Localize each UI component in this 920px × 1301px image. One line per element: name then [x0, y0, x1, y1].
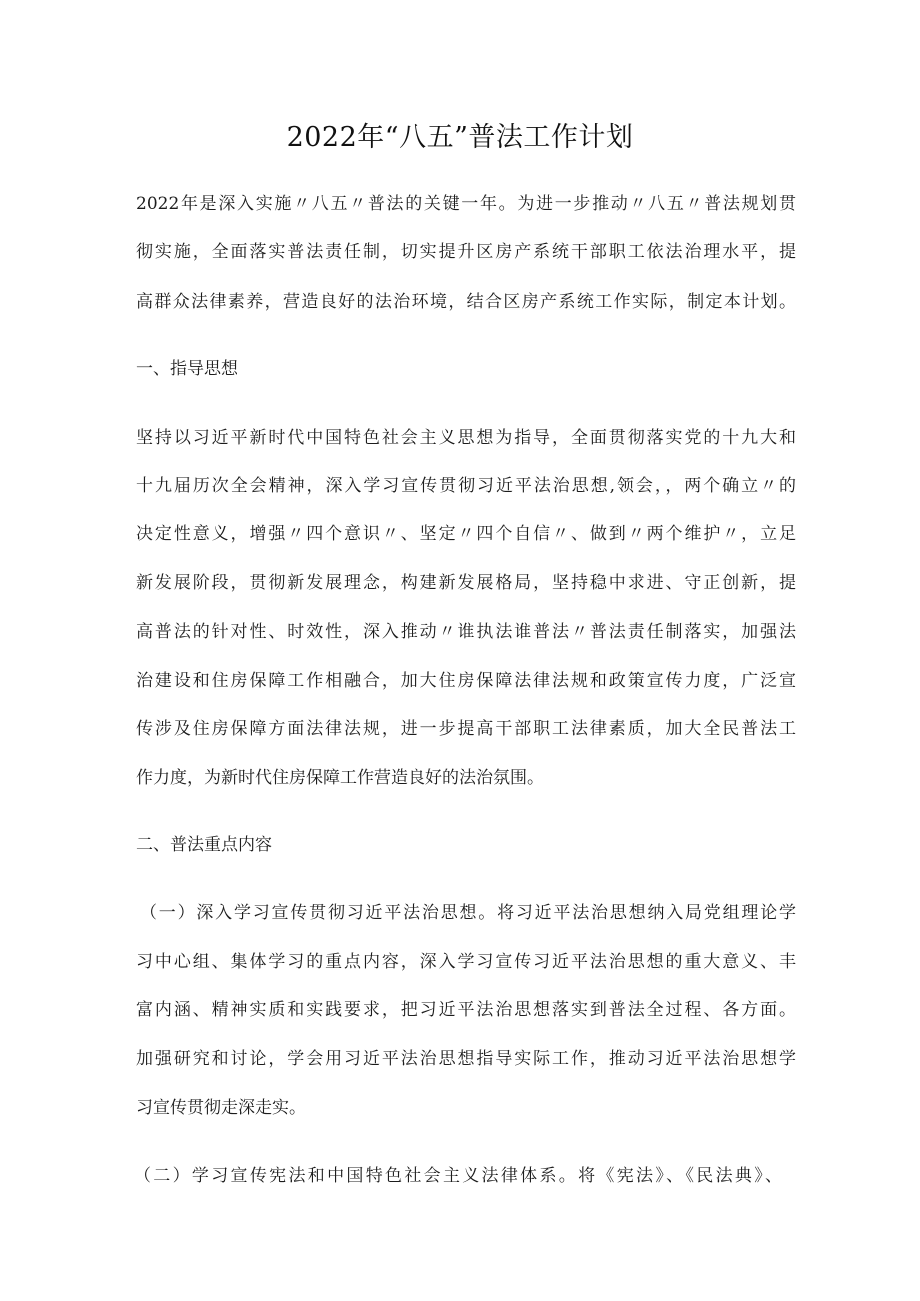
section1-line-8: 作力度，为新时代住房保障工作营造良好的法治氛围。 [136, 768, 544, 788]
section2-item2-line-1: （二）学习宣传宪法和中国特色社会主义法律体系。将《宪法》、《民法典》、 [134, 1166, 782, 1186]
section1-line-1: 坚持以习近平新时代中国特色社会主义思想为指导，全面贯彻落实党的十九大和 [136, 428, 796, 448]
section2-item1-line-4: 加强研究和讨论，学会用习近平法治思想指导实际工作，推动习近平法治思想学 [136, 1049, 796, 1069]
section2-item1-line-3: 富内涵、精神实质和实践要求，把习近平法治思想落实到普法全过程、各方面。 [136, 1000, 796, 1020]
section2-heading: 二、普法重点内容 [136, 835, 272, 855]
section1-heading: 一、指导思想 [136, 359, 238, 379]
section1-line-7: 传涉及住房保障方面法律法规，进一步提高干部职工法律素质，加大全民普法工 [136, 719, 796, 739]
section2-item1-line-5: 习宣传贯彻走深走实。 [136, 1098, 306, 1118]
section1-line-2: 十九届历次全会精神，深入学习宣传贯彻习近平法治思想,领会，，两个确立〃的 [136, 476, 796, 496]
section1-line-3: 决定性意义，增强〃四个意识〃、坚定〃四个自信〃、做到〃两个维护〃，立足 [136, 524, 796, 544]
document-title: 2022年“八五”普法工作计划 [286, 122, 634, 153]
section1-line-4: 新发展阶段，贯彻新发展理念，构建新发展格局，坚持稳中求进、守正创新，提 [136, 573, 796, 593]
section2-item1-line-2: 习中心组、集体学习的重点内容，深入学习宣传习近平法治思想的重大意义、丰 [136, 952, 796, 972]
intro-line-2: 彻实施，全面落实普法责任制，切实提升区房产系统干部职工依法治理水平，提 [136, 242, 796, 262]
section2-item1-line-1: （一）深入学习宣传贯彻习近平法治思想。将习近平法治思想纳入局党组理论学 [140, 903, 796, 923]
intro-line-1: 2022年是深入实施〃八五〃普法的关键一年。为进一步推动〃八五〃普法规划贯 [136, 194, 796, 214]
section1-line-6: 治建设和住房保障工作相融合，加大住房保障法律法规和政策宣传力度，广泛宣 [136, 671, 796, 691]
section1-line-5: 高普法的针对性、时效性，深入推动〃谁执法谁普法〃普法责任制落实，加强法 [136, 622, 796, 642]
intro-line-3: 高群众法律素养，营造良好的法治环境，结合区房产系统工作实际，制定本计划。 [136, 292, 796, 312]
